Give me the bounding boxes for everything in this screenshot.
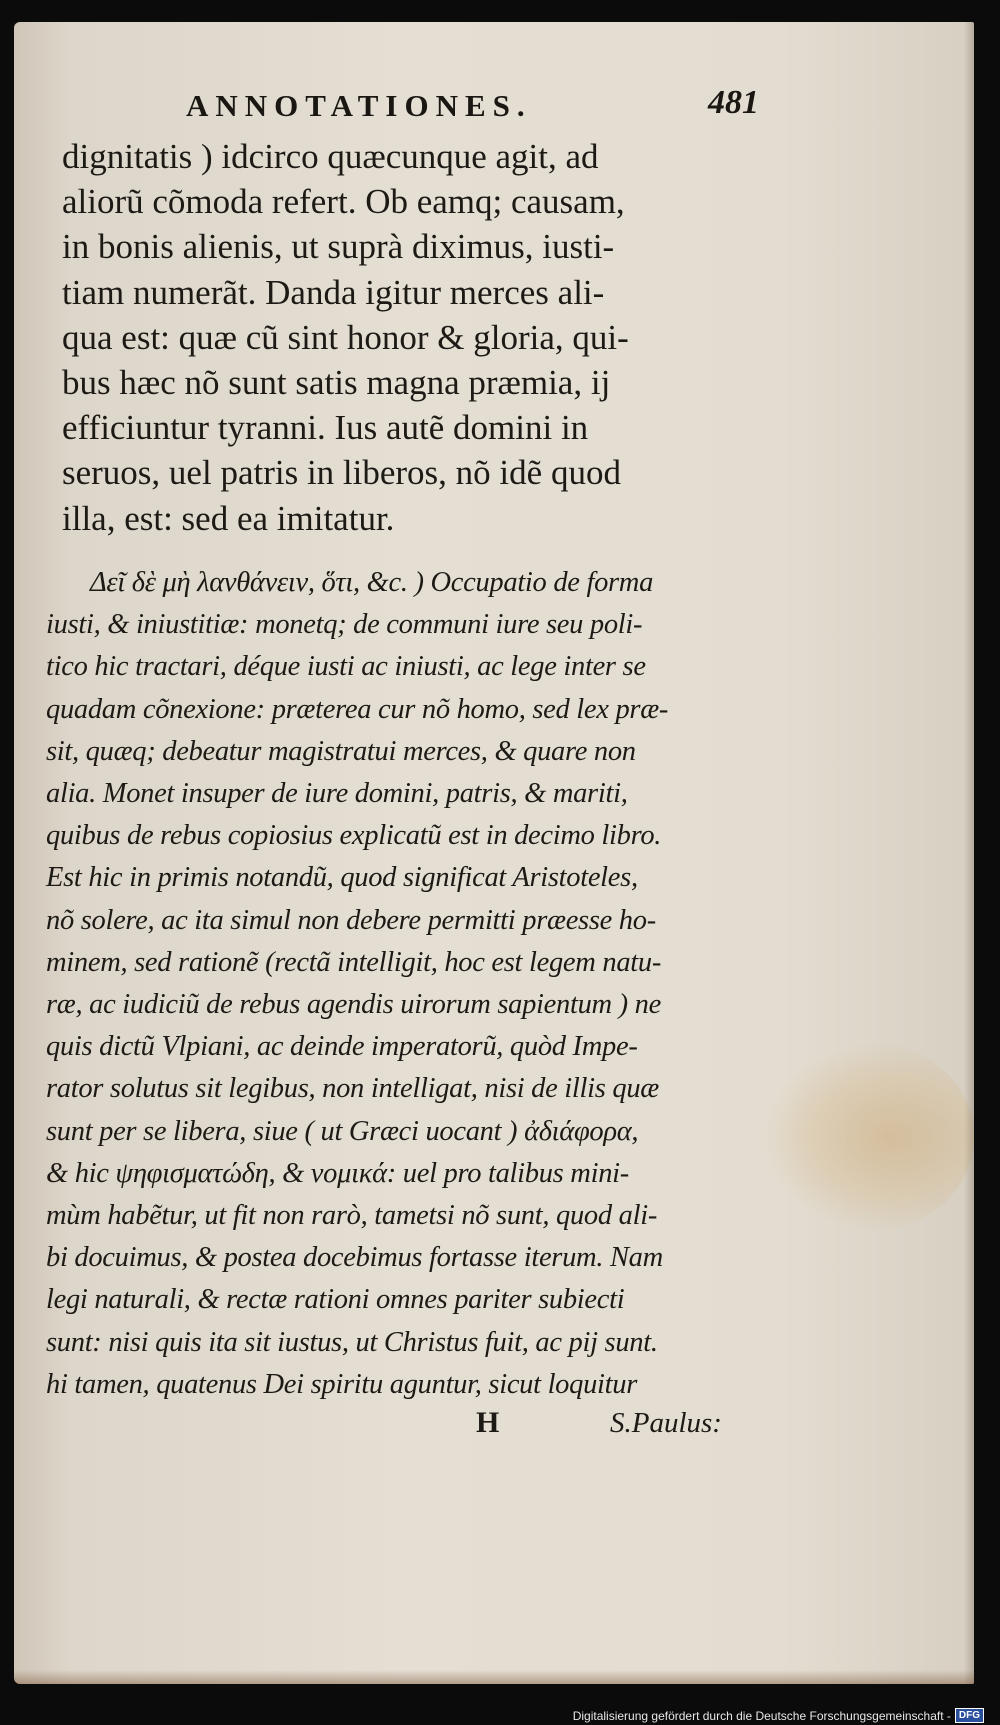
dfg-logo: DFG xyxy=(955,1708,984,1723)
signature-mark: H xyxy=(476,1406,500,1439)
commentary-line: quibus de rebus copiosius explicatũ est in decimo libro. xyxy=(46,820,662,852)
digitization-credit xyxy=(573,1708,984,1723)
commentary-line: mùm habẽtur, ut fit non rarò, tametsi nõ sunt, quod ali- xyxy=(46,1200,658,1232)
commentary-line: ræ, ac iudiciũ de rebus agendis uirorum sapientum ) ne xyxy=(46,989,661,1021)
commentary-line: bi docuimus, & postea docebimus fortasse iterum. Nam xyxy=(46,1242,663,1274)
text-line: aliorũ cõmoda refert. Ob eamq; causam, xyxy=(62,182,625,222)
commentary-line: hi tamen, quatenus Dei spiritu aguntur, sicut loquitur xyxy=(46,1368,638,1400)
commentary-line: tico hic tractari, déque iusti ac iniusti, ac lege inter se xyxy=(46,651,646,683)
commentary-line: sit, quæq; debeatur magistratui merces, & quare non xyxy=(46,735,636,767)
commentary-line: sunt: nisi quis ita sit iustus, ut Christus fuit, ac pij sunt. xyxy=(46,1326,658,1358)
commentary-line: & hic ψηφισματώδη, & νομικά: uel pro talibus mini- xyxy=(46,1157,629,1189)
text-line: qua est: quæ cũ sint honor & gloria, qui- xyxy=(62,317,629,357)
commentary-line: Est hic in primis notandũ, quod significat Aristoteles, xyxy=(46,862,638,894)
text-line: illa, est: sed ea imitatur. xyxy=(62,498,395,538)
commentary-line: iusti, & iniustitiæ: monetq; de communi iure seu poli- xyxy=(46,609,643,641)
catchword: S.Paulus: xyxy=(610,1407,722,1439)
commentary-line: Δεῖ δὲ μὴ λανθάνειν, ὅτι, &c. ) Occupatio de forma xyxy=(90,567,654,598)
commentary-line: minem, sed rationẽ (rectã intelligit, hoc est legem natu- xyxy=(46,946,662,978)
text-line: seruos, uel patris in liberos, nõ idẽ quod xyxy=(62,453,621,493)
commentary-line: sunt per se libera, siue ( ut Græci uocant ) ἀδιάφορα, xyxy=(46,1115,639,1147)
commentary-line: quadam cõnexione: præterea cur nõ homo, sed lex præ- xyxy=(46,693,669,725)
water-stain xyxy=(764,1042,974,1232)
running-head: ANNOTATIONES. xyxy=(186,88,532,123)
commentary-line: legi naturali, & rectæ rationi omnes pariter subiecti xyxy=(46,1284,625,1316)
commentary-line: quis dictũ Vlpiani, ac deinde imperatorũ, quòd Impe- xyxy=(46,1031,638,1063)
roman-text-block xyxy=(62,134,782,541)
commentary-line: rator solutus sit legibus, non intelligat, nisi de illis quæ xyxy=(46,1073,660,1105)
text-line: in bonis alienis, ut suprà diximus, iusti- xyxy=(62,227,615,267)
commentary-line: alia. Monet insuper de iure domini, patris, & mariti, xyxy=(46,778,628,810)
text-line: bus hæc nõ sunt satis magna præmia, ij xyxy=(62,363,611,403)
commentary-line: nõ solere, ac ita simul non debere permitti præesse ho- xyxy=(46,904,656,936)
text-line: tiam numerãt. Danda igitur merces ali- xyxy=(62,272,605,312)
page-bottom-edge xyxy=(14,1670,974,1684)
text-line: dignitatis ) idcirco quæcunque agit, ad xyxy=(62,137,599,176)
credit-text: Digitalisierung gefördert durch die Deutsche Forschungsgemeinschaft - xyxy=(572,1708,951,1723)
italic-commentary-block xyxy=(46,562,766,1406)
text-line: efficiuntur tyranni. Ius autẽ domini in xyxy=(62,408,589,448)
page-gutter-shadow xyxy=(964,22,974,1684)
page-number: 481 xyxy=(708,84,759,121)
